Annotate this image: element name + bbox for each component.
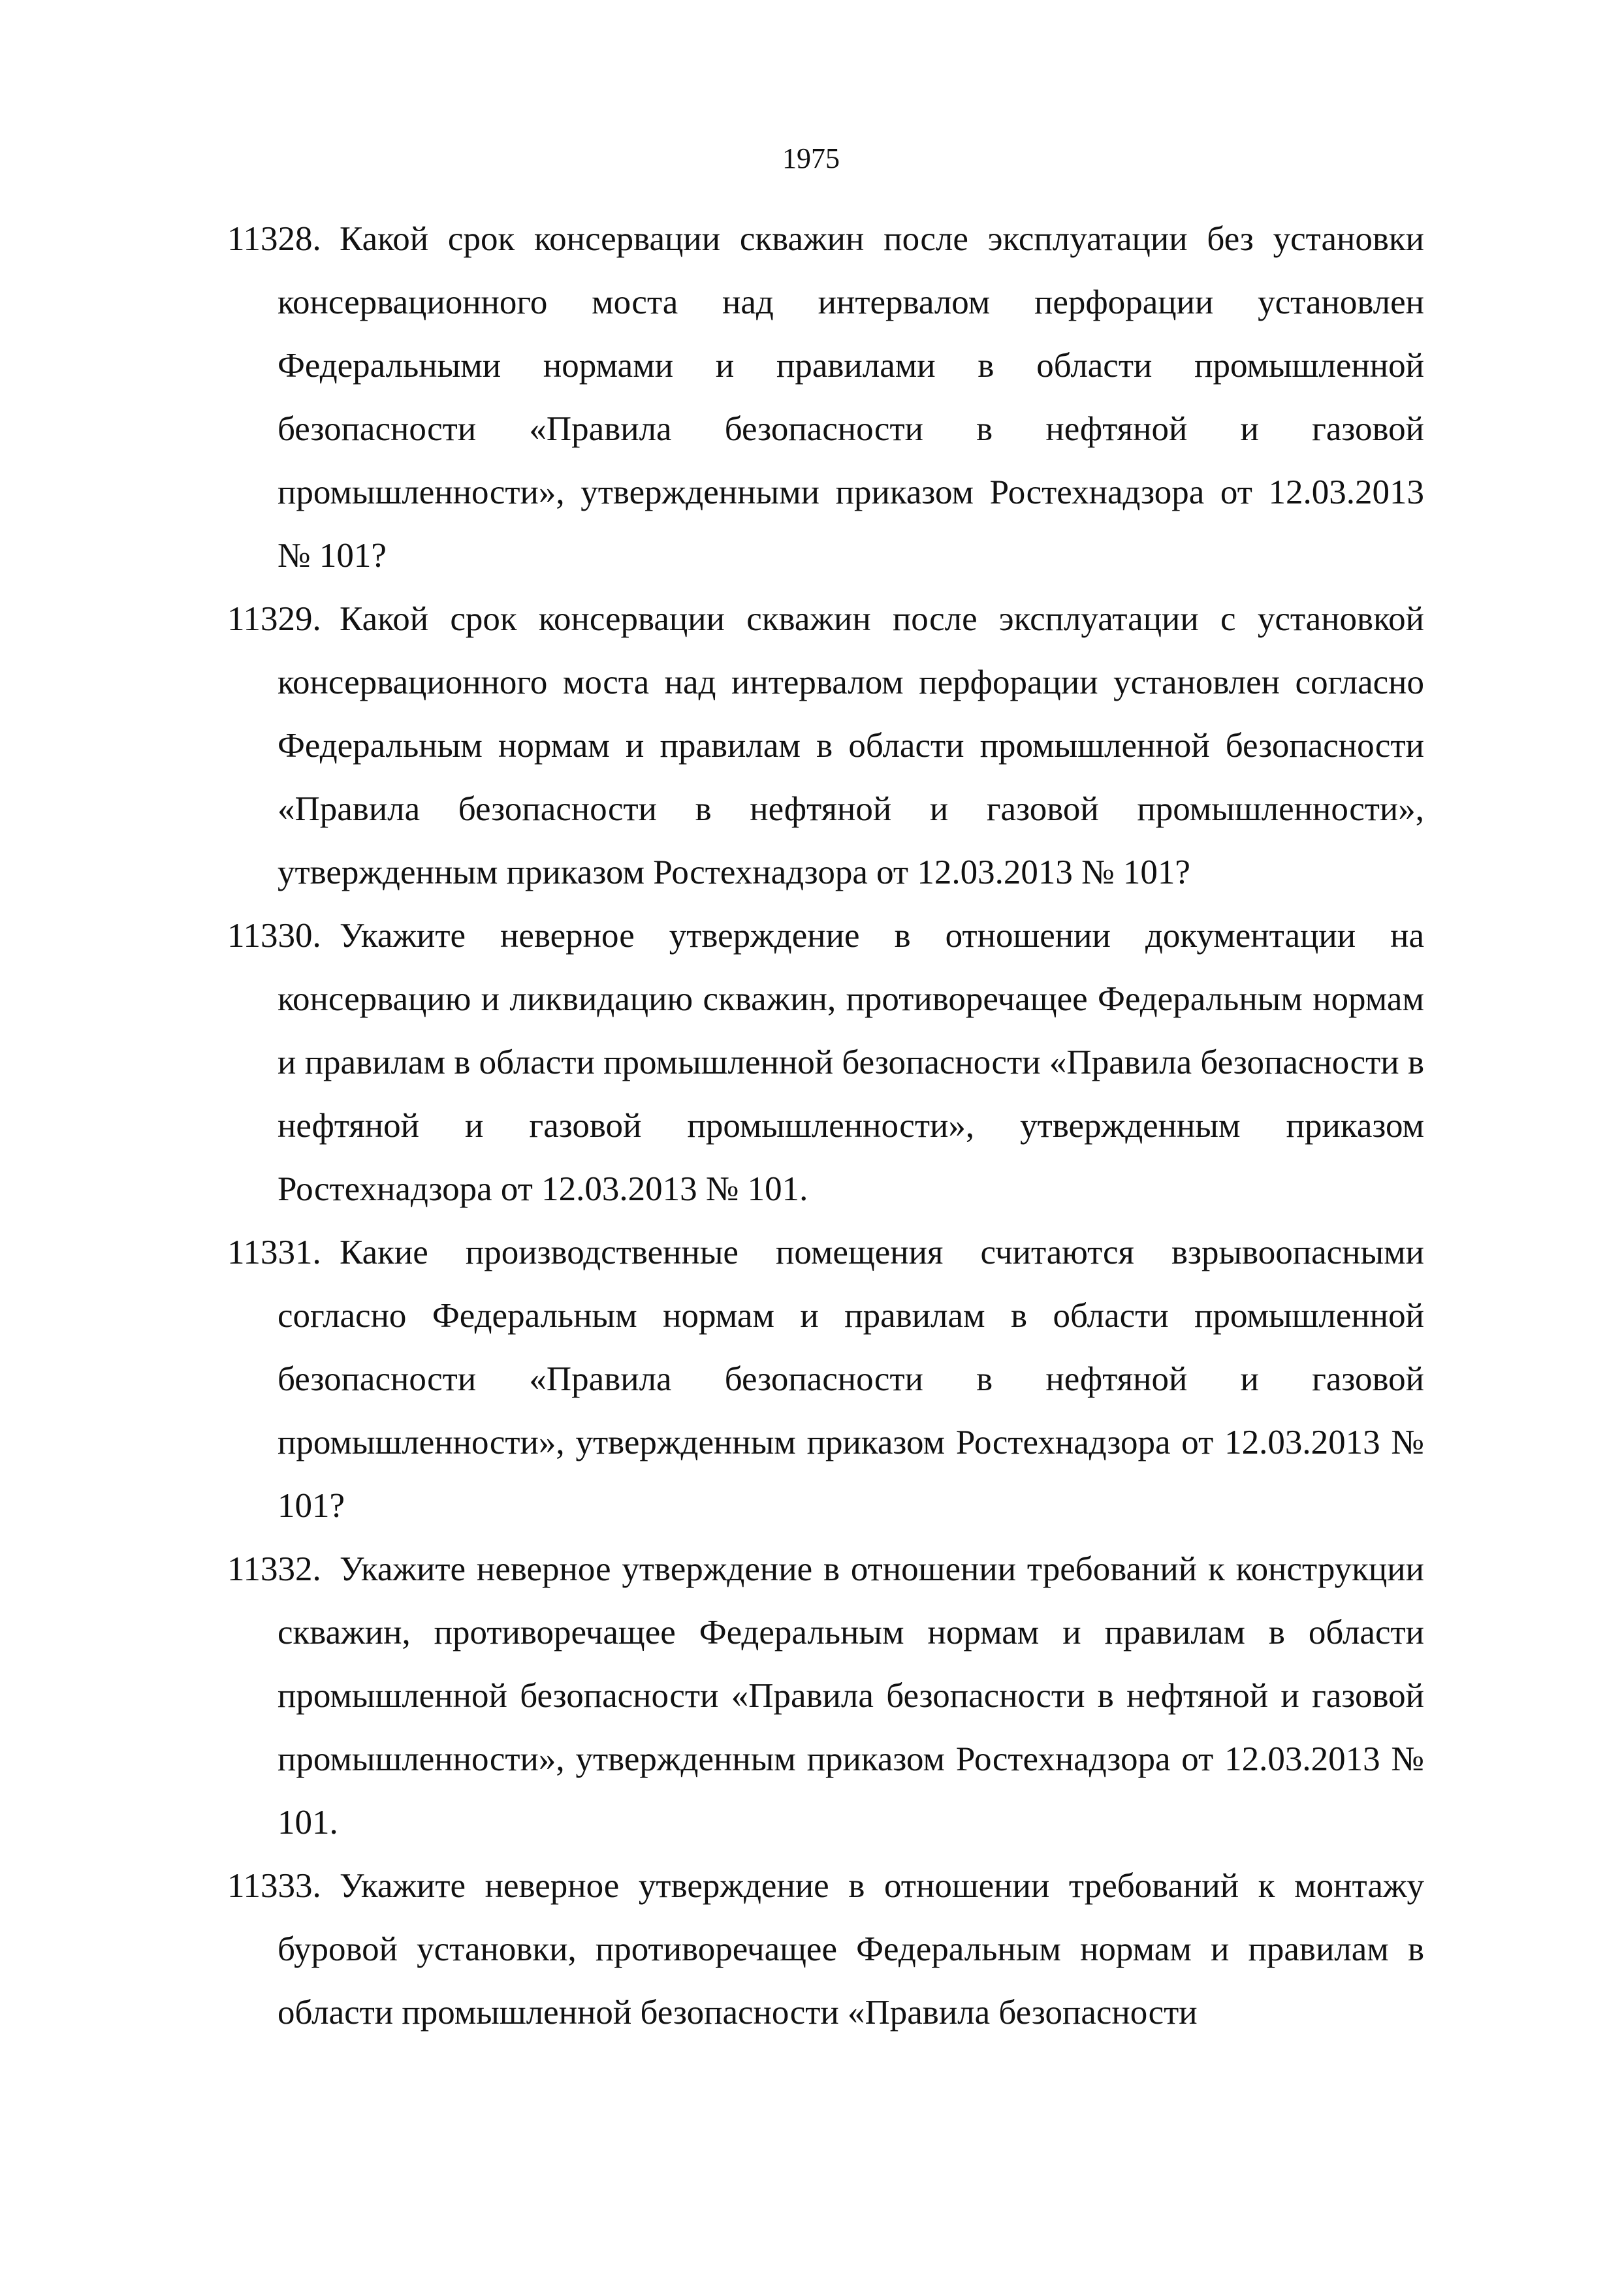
question-item — [0, 904, 1622, 1221]
question-text: Какой срок консервации скважин после эксплуатации без установки консервационного моста над интервалом перфорации установлен Федеральными нормами и правилами в области промышленной безопасности «Правила безопасности в нефтяной и газовой промышленности», утвержденными приказом Ростехнадзора от 12.03.2013 № 101? — [278, 220, 1424, 575]
page-number: 1975 — [782, 142, 840, 174]
question-number: 11329. — [227, 600, 321, 638]
question-text: Какой срок консервации скважин после эксплуатации с установкой консервационного моста над интервалом перфорации установлен согласно Федеральным нормам и правилам в области промышленной безопасности «Правила безопасности в нефтяной и газовой промышленности», утвержденным приказом Ростехнадзора от 12.03.2013 № 101? — [278, 600, 1424, 891]
question-number: 11333. — [227, 1867, 321, 1905]
question-item — [0, 1221, 1622, 1538]
question-item — [0, 208, 1622, 588]
question-text: Укажите неверное утверждение в отношении документации на консервацию и ликвидацию скважин, противоречащее Федеральным нормам и правилам в области промышленной безопасности «Правила безопасности в нефтяной и газовой промышленности», утвержденным приказом Ростехнадзора от 12.03.2013 № 101. — [278, 917, 1424, 1208]
question-item — [0, 588, 1622, 904]
question-number: 11328. — [227, 220, 321, 258]
question-text: Укажите неверное утверждение в отношении требований к конструкции скважин, противоречащее Федеральным нормам и правилам в области промышленной безопасности «Правила безопасности в нефтяной и газовой промышленности», утвержденным приказом Ростехнадзора от 12.03.2013 № 101. — [278, 1550, 1424, 1842]
question-list — [0, 208, 1622, 2045]
question-number: 11331. — [227, 1234, 321, 1271]
question-number: 11330. — [227, 917, 321, 955]
question-item — [0, 1855, 1622, 2045]
question-item — [0, 1538, 1622, 1855]
question-number: 11332. — [227, 1550, 321, 1588]
question-text: Какие производственные помещения считаются взрывоопасными согласно Федеральным нормам и правилам в области промышленной безопасности «Правила безопасности в нефтяной и газовой промышленности», утвержденным приказом Ростехнадзора от 12.03.2013 № 101? — [278, 1234, 1424, 1525]
question-text: Укажите неверное утверждение в отношении требований к монтажу буровой установки, противоречащее Федеральным нормам и правилам в области промышленной безопасности «Правила безопасности — [278, 1867, 1424, 2032]
